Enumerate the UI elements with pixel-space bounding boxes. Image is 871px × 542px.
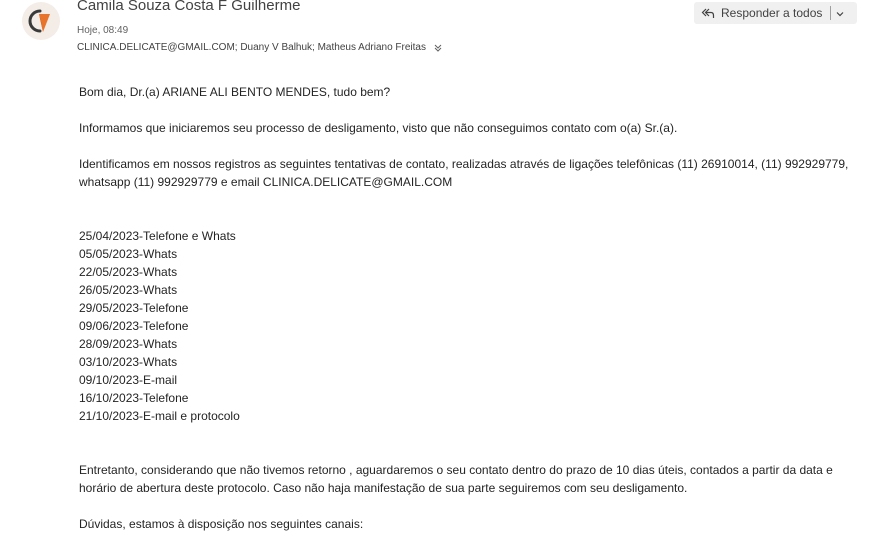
list-item: 25/04/2023-Telefone e Whats [79,229,236,243]
paragraph-deadline: Entretanto, considerando que não tivemos retorno , aguardaremos o seu contato dentro do prazo de 10 dias úteis, contados a partir da data e horário de abertura deste protocolo. Caso não haja manifestação de sua parte seguiremos com seu desligamento. [79,463,833,495]
expand-recipients-icon[interactable] [433,43,443,53]
button-divider [830,6,831,20]
contact-attempts-list [79,227,859,425]
reply-all-icon [701,6,715,20]
list-item: 16/10/2023-Telefone [79,391,189,405]
reply-all-button[interactable] [694,2,857,24]
email-body [79,83,859,533]
recipients-line [77,42,443,53]
paragraph-contact-info: Identificamos em nossos registros as seguintes tentativas de contato, realizadas através de ligações telefônicas (11) 26910014, (11) 992929779, whatsapp (11) 992929779 e email CLINICA.DELICATE@GMAIL.COM [79,157,849,189]
paragraph-intro: Informamos que iniciaremos seu processo de desligamento, visto que não conseguimos contato com o(a) Sr.(a). [79,121,678,135]
list-item: 03/10/2023-Whats [79,355,178,369]
list-item: 22/05/2023-Whats [79,265,178,279]
email-timestamp: Hoje, 08:49 [77,25,129,36]
reply-options-chevron-down-icon[interactable] [835,8,845,18]
paragraph-questions: Dúvidas, estamos à disposição nos seguintes canais: [79,517,364,531]
greeting: Bom dia, Dr.(a) ARIANE ALI BENTO MENDES, tudo bem? [79,85,391,99]
list-item: 26/05/2023-Whats [79,283,178,297]
sender-avatar[interactable] [22,2,60,40]
list-item: 09/10/2023-E-mail [79,373,178,387]
list-item: 05/05/2023-Whats [79,247,178,261]
avatar-logo-icon [22,2,60,40]
list-item: 29/05/2023-Telefone [79,301,189,315]
sender-name[interactable]: Camila Souza Costa F Guilherme [77,0,301,14]
list-item: 28/09/2023-Whats [79,337,178,351]
reply-all-label: Responder a todos [721,6,823,20]
list-item: 21/10/2023-E-mail e protocolo [79,409,240,423]
list-item: 09/06/2023-Telefone [79,319,189,333]
recipients-list[interactable]: CLINICA.DELICATE@GMAIL.COM; Duany V Balhuk; Matheus Adriano Freitas [77,42,426,53]
